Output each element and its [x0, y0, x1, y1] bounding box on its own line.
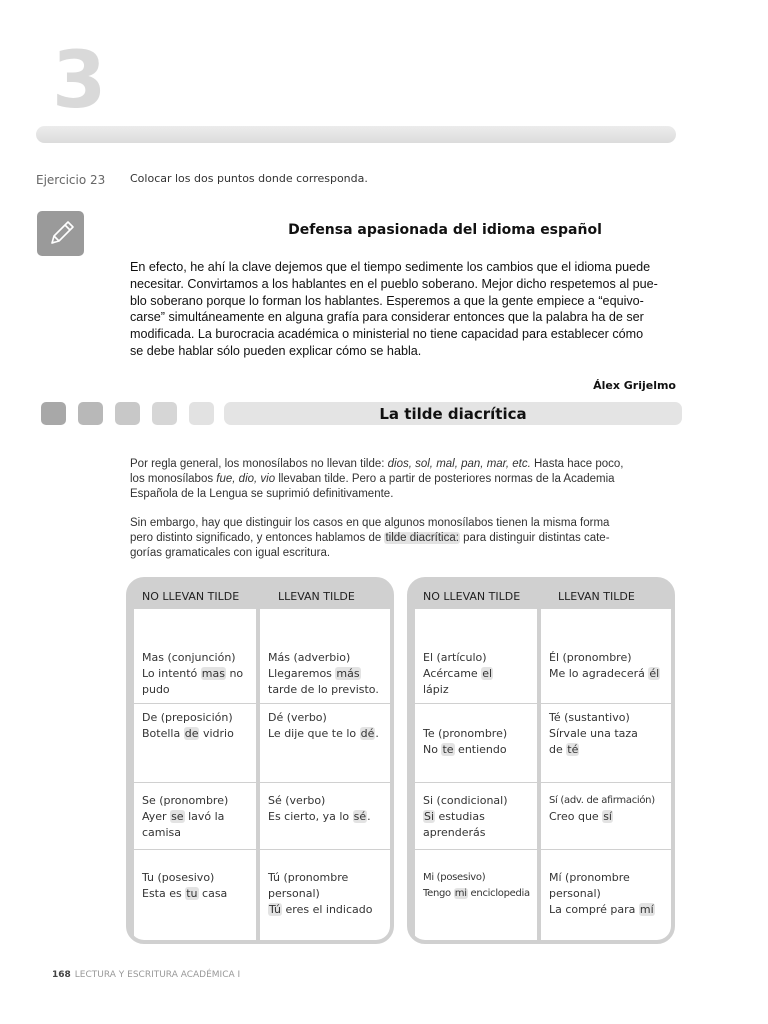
text: Es cierto, ya lo	[268, 810, 353, 823]
highlight: él	[649, 667, 660, 680]
text: Llegaremos	[268, 667, 336, 680]
highlight: se	[171, 810, 184, 823]
text: .	[375, 727, 379, 740]
text: tarde de lo previsto.	[268, 683, 379, 696]
cell-heading: De (preposición)	[142, 711, 233, 724]
highlight: mí	[639, 903, 654, 916]
table-cell	[134, 850, 256, 940]
cell-heading: Mi (posesivo)	[423, 872, 486, 883]
cell-heading: Sé (verbo)	[268, 794, 326, 807]
text: La compré para	[549, 903, 639, 916]
paragraph-line: En efecto, he ahí la clave dejemos que el tiempo sedimente los cambios que el idioma puede	[130, 260, 651, 274]
cell-heading: Mí (pronombre	[549, 871, 630, 884]
column-header-no-tilde: NO LLEVAN TILDE	[142, 590, 240, 603]
cell-heading: Se (pronombre)	[142, 794, 229, 807]
text: Botella	[142, 727, 184, 740]
table-cell	[260, 704, 390, 782]
text: pero distinto significado, y entonces hablamos de	[130, 531, 385, 544]
table-right	[407, 577, 675, 944]
highlight: sé	[353, 810, 367, 823]
cell-heading: Dé (verbo)	[268, 711, 327, 724]
text: Acércame	[423, 667, 482, 680]
square-1	[41, 402, 66, 425]
highlight: Tú	[269, 903, 282, 916]
text: Tengo	[423, 888, 454, 899]
text: eres el indicado	[282, 903, 373, 916]
text-title: Defensa apasionada del idioma español	[288, 222, 602, 238]
text: no	[225, 667, 244, 680]
text: gorías gramaticales con igual escritura.	[130, 546, 331, 559]
text: Lo intentó	[142, 667, 201, 680]
page-number: 168	[52, 970, 71, 980]
text: los monosílabos	[130, 472, 217, 485]
text: lavó la	[184, 810, 225, 823]
table-cell	[415, 783, 537, 849]
text: Me lo agradecerá	[549, 667, 649, 680]
highlight: té	[567, 743, 579, 756]
cell-heading: Él (pronombre)	[549, 651, 632, 664]
cell-heading: Sí (adv. de afirmación)	[549, 795, 655, 806]
highlight: sí	[603, 810, 612, 823]
text: Esta es	[142, 887, 186, 900]
column-header-no-tilde: NO LLEVAN TILDE	[423, 590, 521, 603]
text: Creo que	[549, 810, 603, 823]
text: Le dije que te lo	[268, 727, 360, 740]
square-5	[189, 402, 214, 425]
pencil-icon	[37, 211, 84, 256]
cell-heading: Tú (pronombre	[268, 871, 349, 884]
text: para distinguir distintas cate-	[459, 531, 610, 544]
section-title: La tilde diacrítica	[379, 404, 527, 423]
book-title: LECTURA Y ESCRITURA ACADÉMICA I	[74, 970, 241, 980]
section-bar	[224, 402, 682, 425]
paragraph-line: se debe hablar sólo pueden explicar cómo se habla.	[130, 343, 422, 358]
paragraph-line: blo soberano porque lo forman los hablantes. Esperemos a que la gente empiece a “equivo-	[130, 293, 644, 308]
paragraph-line: carse” simultáneamente en alguna grafía para considerar entonces que la palabra ha de ser	[130, 310, 644, 325]
highlight: Si	[424, 810, 435, 823]
paragraph-line: necesitar. Convirtamos a los hablantes en el pueblo soberano. Mejor dicho respetemos al pue-	[130, 276, 658, 291]
intro-paragraph-1	[130, 457, 675, 501]
table-cell	[415, 850, 537, 940]
text: No	[423, 743, 442, 756]
table-header	[411, 581, 671, 609]
text: casa	[198, 887, 228, 900]
highlight: dé	[360, 727, 375, 740]
text: Ayer	[142, 810, 171, 823]
chapter-number: 3	[52, 36, 107, 126]
text: Por regla general, los monosílabos no llevan tilde:	[130, 458, 388, 470]
text: lápiz	[423, 683, 449, 696]
text: enciclopedia	[467, 888, 530, 899]
text: camisa	[142, 826, 182, 839]
table-cell	[541, 850, 671, 940]
highlight: más	[336, 667, 360, 680]
text: estudias	[435, 810, 485, 823]
text: llevaban tilde. Pero a partir de posteriores normas de la Academia	[275, 472, 615, 485]
table-left	[126, 577, 394, 944]
cell-heading: Mas (conjunción)	[142, 651, 236, 664]
exercise-instruction: Colocar los dos puntos donde corresponda.	[130, 172, 368, 185]
table-cell	[134, 783, 256, 849]
text: personal)	[549, 887, 601, 900]
highlight: mas	[201, 667, 225, 680]
text: Española de la Lengua se suprimió definitivamente.	[130, 487, 394, 500]
intro-paragraph-2	[130, 516, 675, 560]
cell-heading: Té (sustantivo)	[549, 711, 630, 724]
decorative-squares	[41, 402, 214, 425]
square-2	[78, 402, 103, 425]
cell-heading: Tu (posesivo)	[142, 871, 215, 884]
text: aprenderás	[423, 826, 486, 839]
text-paragraph	[130, 259, 672, 360]
highlight: el	[482, 667, 493, 680]
text: entiendo	[454, 743, 507, 756]
highlight: tu	[186, 887, 198, 900]
text: vidrio	[199, 727, 234, 740]
page-footer	[52, 970, 240, 980]
text: Hasta hace poco,	[530, 458, 624, 470]
cell-heading: El (artículo)	[423, 651, 487, 664]
cell-heading: Si (condicional)	[423, 794, 508, 807]
table-cell	[541, 704, 671, 782]
table-cell	[260, 783, 390, 849]
author: Álex Grijelmo	[593, 379, 676, 392]
table-cell	[541, 609, 671, 703]
column-header-tilde: LLEVAN TILDE	[558, 590, 635, 603]
column-header-tilde: LLEVAN TILDE	[278, 590, 355, 603]
table-cell	[134, 609, 256, 703]
square-4	[152, 402, 177, 425]
highlight: tilde diacrítica:	[385, 531, 459, 544]
examples: dios, sol, mal, pan, mar, etc.	[387, 458, 531, 470]
text: Sin embargo, hay que distinguir los casos en que algunos monosílabos tienen la misma forma	[130, 517, 610, 529]
text: de	[549, 743, 567, 756]
cell-heading: Más (adverbio)	[268, 651, 351, 664]
table-cell	[260, 850, 390, 940]
table-cell	[260, 609, 390, 703]
table-cell	[415, 704, 537, 782]
highlight: de	[184, 727, 199, 740]
examples: fue, dio, vio	[216, 472, 276, 485]
table-header	[130, 581, 390, 609]
table-cell	[134, 704, 256, 782]
text: pudo	[142, 683, 170, 696]
highlight: mi	[454, 888, 467, 899]
paragraph-line: modificada. La burocracia académica o ministerial no tiene capacidad para establecer cómo	[130, 327, 644, 342]
chapter-bar	[36, 126, 676, 143]
table-cell	[541, 783, 671, 849]
exercise-label: Ejercicio 23	[36, 173, 106, 187]
text: Sírvale una taza	[549, 727, 638, 740]
square-3	[115, 402, 140, 425]
highlight: te	[442, 743, 454, 756]
text: personal)	[268, 887, 320, 900]
text: .	[367, 810, 371, 823]
table-cell	[415, 609, 537, 703]
cell-heading: Te (pronombre)	[423, 727, 508, 740]
